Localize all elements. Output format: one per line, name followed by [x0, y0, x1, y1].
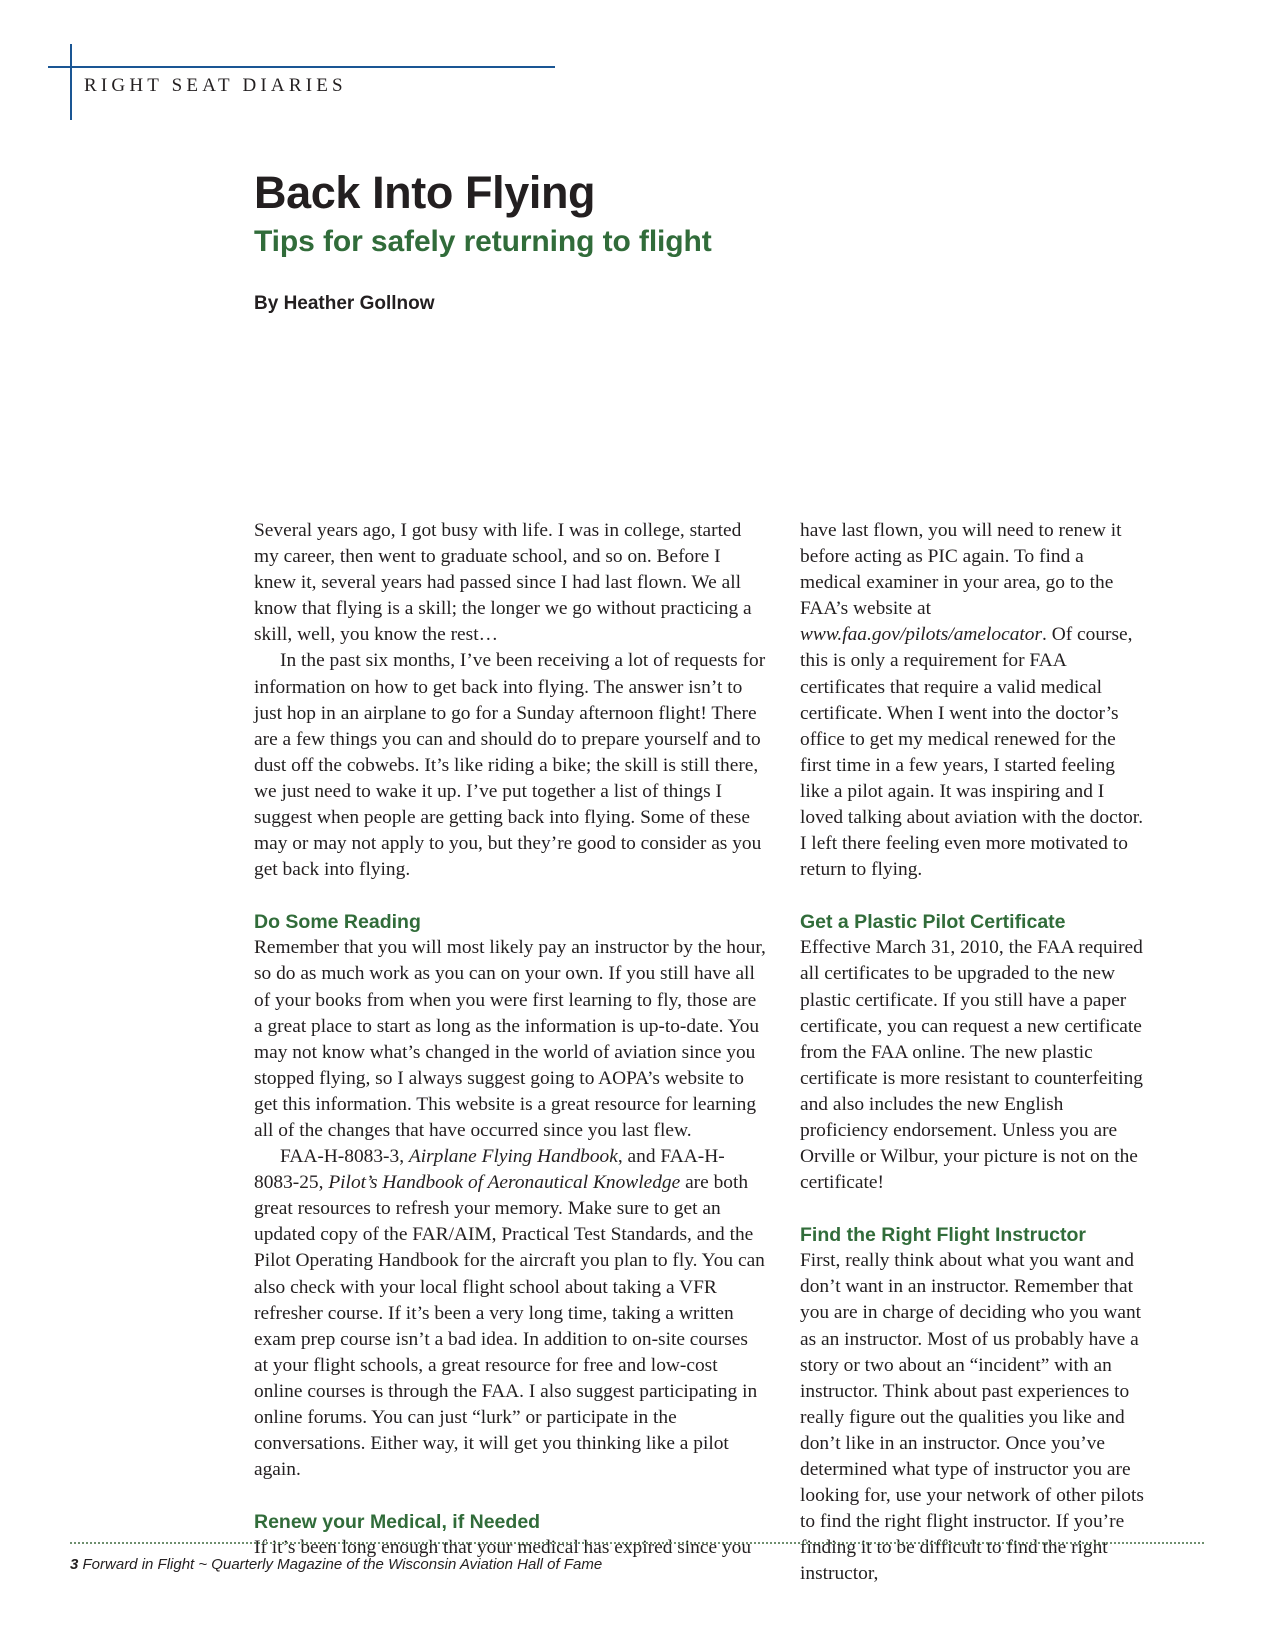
- paragraph: Effective March 31, 2010, the FAA required all certificates to be upgraded to the new plastic certificate. If you still have a paper certificate, you can request a new certificate from the FAA online. The new plastic certificate is more resistant to counterfeiting and also includes the new English proficiency endorsement. Unless you are Orville or Wilbur, your picture is not on the certificate!: [800, 937, 1143, 1194]
- text-run: , and FAA-H-8083-25,: [254, 1146, 725, 1194]
- paragraph: Several years ago, I got busy with life. I was in college, started my career, then went to graduate school, and so on. Before I knew it, several years had passed since I had last flown. We all know that flying is a skill; the longer we go without practicing a skill, well, you know the rest…: [254, 520, 752, 646]
- paragraph: If it’s been long enough that your medical has expired since you: [254, 1537, 752, 1559]
- title-block: [254, 168, 1054, 316]
- header-vertical-rule: [70, 44, 72, 120]
- italic-run: Airplane Flying Handbook: [408, 1146, 618, 1168]
- department-kicker: RIGHT SEAT DIARIES: [84, 75, 347, 96]
- paragraph: First, really think about what you want and don’t want in an instructor. Remember that you are in charge of deciding who you want as an instructor. Most of us probably have a story or two about an “incident” with an instructor. Think about past experiences to really figure out the qualities you like and don’t like in an instructor. Once you’ve determined what type of instructor you are looking for, use your network of other pilots to find the right flight instructor. If you’re finding it to be difficult to find the right instructor,: [800, 1250, 1144, 1585]
- page-number: 3: [70, 1556, 79, 1573]
- section-heading-find-the-right-flight-instructor: Find the Right Flight Instructor: [800, 1224, 1086, 1247]
- footer-divider: [70, 1542, 1204, 1544]
- column-left: [254, 518, 766, 1587]
- italic-run: Pilot’s Handbook of Aeronautical Knowledge: [328, 1172, 681, 1194]
- section-heading-do-some-reading: Do Some Reading: [254, 911, 421, 934]
- page-header: [0, 0, 1275, 150]
- paragraph-rich: [800, 518, 1146, 883]
- article-byline: By Heather Gollnow: [254, 293, 435, 314]
- section-heading-renew-your-medical: Renew your Medical, if Needed: [254, 1511, 541, 1534]
- text-run: are both great resources to refresh your memory. Make sure to get an updated copy of the FAR/AIM, Practical Test Standards, and the Pilot Operating Handbook for the aircraft you plan to fly. You can also check with your local flight school about taking a VFR refresher course. If it’s been a very long time, taking a written exam prep course isn’t a bad idea. In addition to on-site courses at your flight schools, a great resource for free and low-cost online courses is through the FAA. I also suggest participating in online forums. You can just “lurk” or participate in the conversations. Either way, it will get you thinking like a pilot again.: [254, 1172, 765, 1481]
- footer: [70, 1556, 602, 1573]
- article-subtitle: Tips for safely returning to flight: [254, 225, 712, 258]
- text-run: FAA-H-8083-3,: [280, 1146, 409, 1168]
- page-title: Back Into Flying: [254, 167, 596, 218]
- paragraph: Remember that you will most likely pay an instructor by the hour, so do as much work as you can on your own. If you still have all of your books from when you were first learning to fly, those are a great place to start as long as the information is up-to-date. You may not know what’s changed in the world of aviation since you stopped flying, so I always suggest going to AOPA’s website to get this information. This website is a great resource for learning all of the changes that have occurred since you last flew.: [254, 937, 766, 1141]
- text-run: . Of course, this is only a requirement for FAA certificates that require a valid medical certificate. When I went into the doctor’s office to get my medical renewed for the first time in a few years, I started feeling like a pilot again. It was inspiring and I loved talking about aviation with the doctor. I left there feeling even more motivated to return to flying.: [800, 624, 1144, 881]
- italic-run: www.faa.gov/pilots/amelocator: [800, 624, 1043, 646]
- paragraph: In the past six months, I’ve been receiving a lot of requests for information on how to get back into flying. The answer isn’t to just hop in an airplane to go for a Sunday afternoon flight! There are a few things you can and should do to prepare yourself and to dust off the cobwebs. It’s like riding a bike; the skill is still there, we just need to wake it up. I’ve put together a list of things I suggest when people are getting back into flying. Some of these may or may not apply to you, but they’re good to consider as you get back into flying.: [254, 650, 766, 881]
- footer-publication: Forward in Flight ~ Quarterly Magazine of the Wisconsin Aviation Hall of Fame: [82, 1556, 603, 1573]
- header-horizontal-rule: [48, 66, 555, 68]
- article-body: [254, 518, 1146, 1587]
- text-run: have last flown, you will need to renew it before acting as PIC again. To find a medical examiner in your area, go to the FAA’s website at: [800, 520, 1122, 620]
- paragraph-rich: [254, 1144, 766, 1483]
- column-right: [800, 518, 1146, 1587]
- section-heading-get-a-plastic-pilot-certificate: Get a Plastic Pilot Certificate: [800, 911, 1066, 934]
